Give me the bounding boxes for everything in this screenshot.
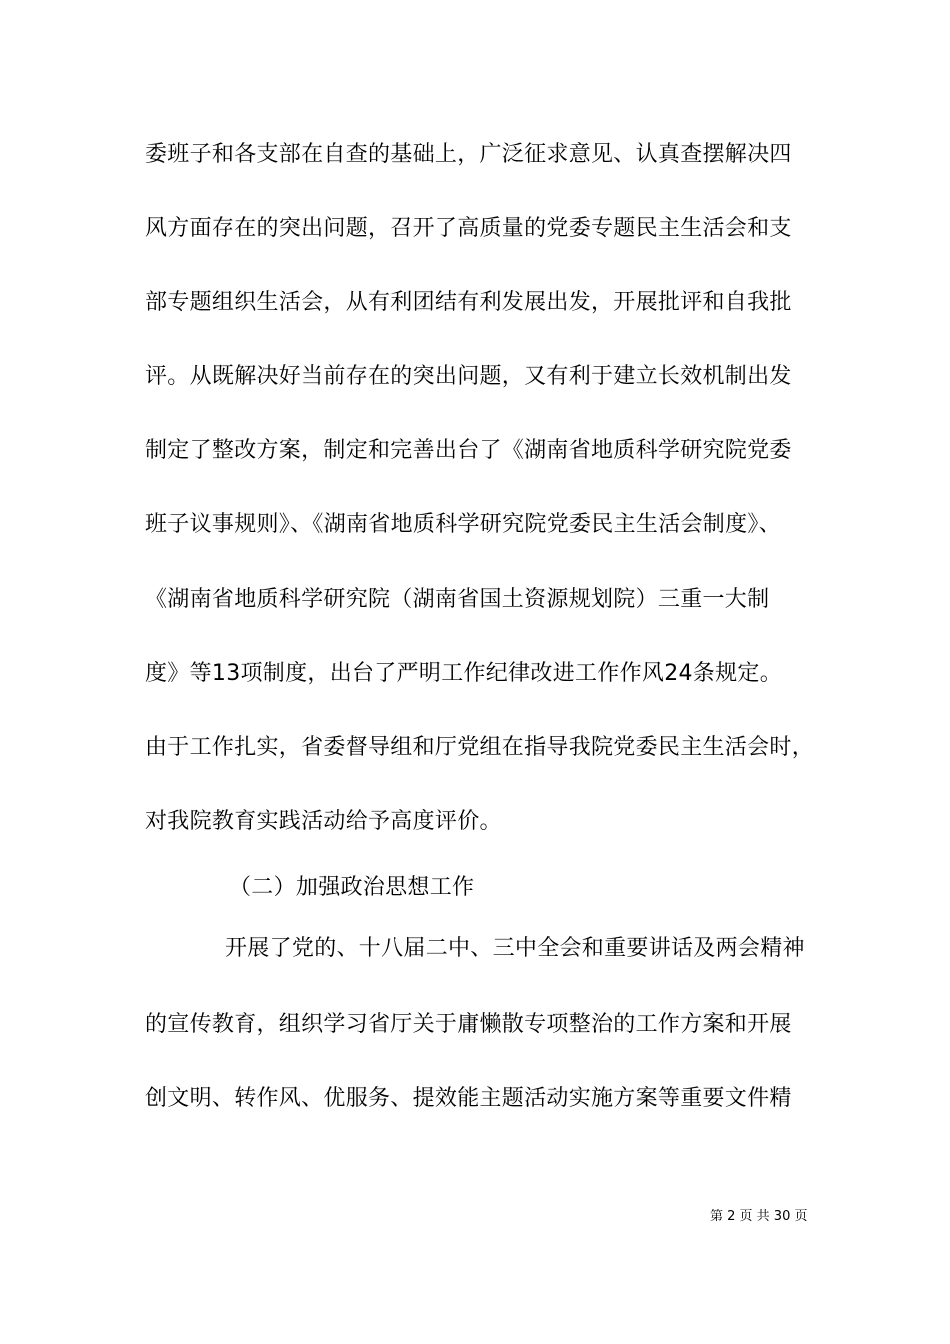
body-text-line: 风方面存在的突出问题，召开了高质量的党委专题民主生活会和支 (145, 216, 792, 241)
body-text-line: 对我院教育实践活动给予高度评价。 (145, 809, 502, 834)
body-text-line: 制定了整改方案，制定和完善出台了《湖南省地质科学研究院党委 (145, 438, 792, 463)
page-number: 第 2 页 共 30 页 (710, 1209, 808, 1224)
section-heading: （二）加强政治思想工作 (229, 875, 475, 900)
body-text-line: 班子议事规则》、《湖南省地质科学研究院党委民主生活会制度》、 (145, 512, 782, 537)
body-text-line: 由于工作扎实，省委督导组和厅党组在指导我院党委民主生活会时， (145, 735, 815, 760)
body-text-line: 部专题组织生活会，从有利团结有利发展出发，开展批评和自我批 (145, 290, 792, 315)
body-text-line: 的宣传教育，组织学习省厅关于庸懒散专项整治的工作方案和开展 (145, 1012, 792, 1037)
body-text-line: 开展了党的、十八届二中、三中全会和重要讲话及两会精神 (225, 936, 805, 961)
body-text-line: 《湖南省地质科学研究院（湖南省国土资源规划院）三重一大制 (145, 587, 770, 612)
body-text-line: 评。从既解决好当前存在的突出问题，又有利于建立长效机制出发 (145, 364, 792, 389)
body-text-line: 度》等13项制度，出台了严明工作纪律改进工作作风24条规定。 (145, 661, 782, 686)
body-text-line: 委班子和各支部在自查的基础上，广泛征求意见、认真查摆解决四 (145, 142, 792, 167)
body-text-line: 创文明、转作风、优服务、提效能主题活动实施方案等重要文件精 (145, 1086, 792, 1111)
